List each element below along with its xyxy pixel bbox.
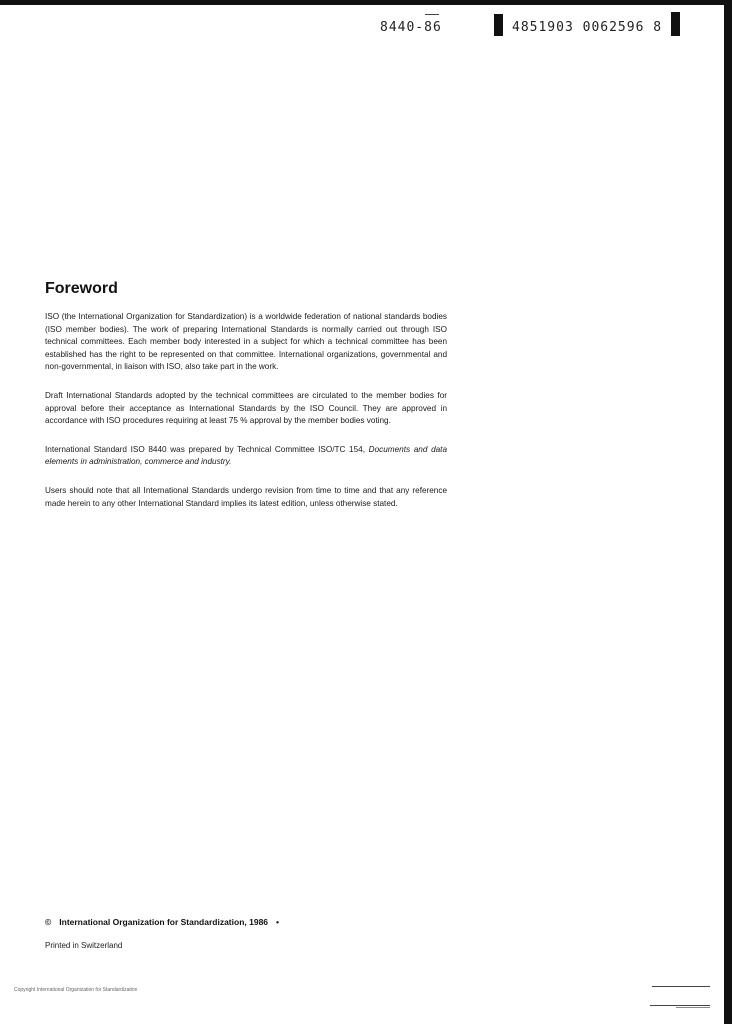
foreword-paragraph-3-committee-title: Documents and data elements in administration, commerce and industry. bbox=[45, 444, 447, 467]
copyright-symbol: © bbox=[45, 917, 52, 927]
foreword-paragraph-4: Users should note that all International Standards undergo revision from time to time and that any reference made herein to any other International Standard implies its latest edition, unless otherwise stated. bbox=[45, 485, 447, 508]
barcode-marker-right bbox=[671, 12, 680, 36]
scan-edge-top bbox=[0, 0, 732, 5]
foreword-paragraph-1: ISO (the International Organization for Standardization) is a worldwide federation of national standards bodies (ISO member bodies). The work of preparing International Standards is normally carried out through ISO technical committees. Each member body interested in a subject for which a technical committee has been established has the right to be represented on that committee. International organizations, governmental and non-governmental, in liaison with ISO, also take part in the work. bbox=[45, 312, 447, 372]
copyright-text: International Organization for Standardization, 1986 bbox=[59, 917, 269, 927]
barcode-number: 4851903 0062596 8 bbox=[512, 20, 663, 35]
foreword-title: Foreword bbox=[45, 280, 118, 297]
scan-edge-right bbox=[724, 0, 732, 1024]
foreword-paragraph-3 bbox=[45, 444, 447, 469]
printed-in: Printed in Switzerland bbox=[45, 941, 123, 950]
foreword-paragraph-3-lead: International Standard ISO 8440 was prepared by Technical Committee ISO/TC 154, bbox=[45, 444, 365, 454]
foreword-paragraph-2: Draft International Standards adopted by the technical committees are circulated to the member bodies for approval before their acceptance as International Standards by the ISO Council. They are approved in accordance with ISO procedures requiring at least 75 % approval by the member bodies voting. bbox=[45, 390, 447, 426]
bullet-dot: • bbox=[276, 917, 280, 927]
barcode-marker-left bbox=[494, 14, 503, 36]
license-notice: Copyright International Organization for Standardization bbox=[14, 987, 138, 993]
scan-corner-mark bbox=[650, 1005, 710, 1006]
header-rule bbox=[425, 14, 439, 15]
foreword-body bbox=[45, 311, 447, 526]
scan-corner-mark bbox=[676, 1007, 710, 1008]
scan-corner-mark bbox=[652, 986, 710, 987]
document-code: 8440-86 bbox=[380, 20, 442, 35]
copyright-line bbox=[45, 917, 279, 927]
